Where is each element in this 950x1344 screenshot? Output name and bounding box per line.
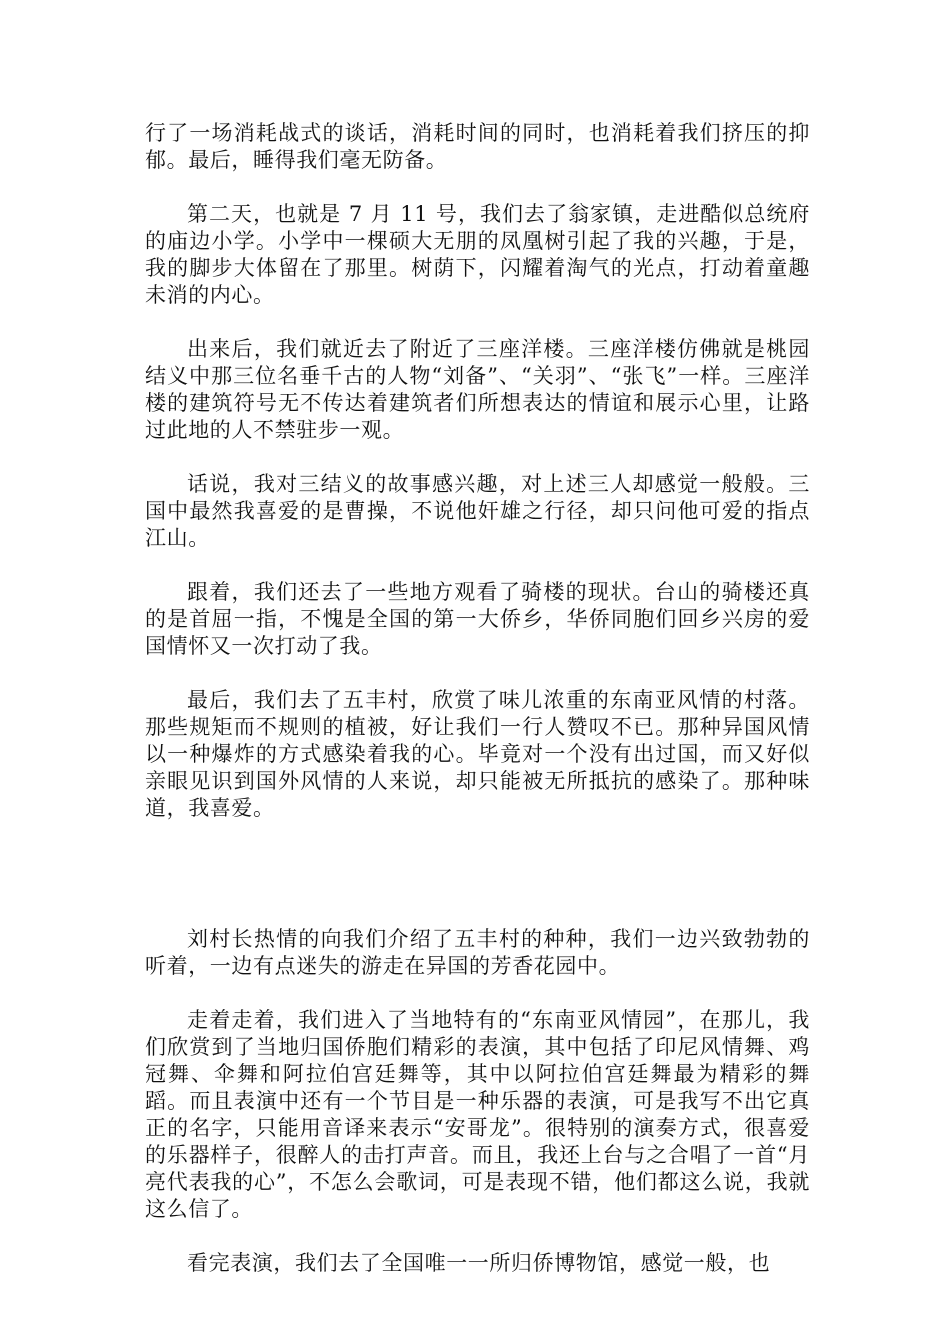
paragraph-9: 看完表演，我们去了全国唯一一所归侨博物馆，感觉一般，也 [187, 1251, 771, 1275]
paragraph-1: 行了一场消耗战式的谈话，消耗时间的同时，也消耗着我们挤压的抑郁。最后，睡得我们毫无防备。 [145, 121, 810, 172]
document-page [145, 120, 810, 1277]
paragraph-gap [145, 309, 810, 336]
paragraph-3: 出来后，我们就近去了附近了三座洋楼。三座洋楼仿佛就是桃园结义中那三位名垂千古的人物“刘备”、“关羽”、“张飞”一样。三座洋楼的建筑符号无不传达着建筑者们所想表达的情谊和展示心里，让路过此地的人不禁驻步一观。 [145, 337, 810, 442]
paragraph-gap [145, 444, 810, 471]
paragraph-gap [145, 1223, 810, 1250]
paragraph-6: 最后，我们去了五丰村，欣赏了味儿浓重的东南亚风情的村落。那些规矩而不规则的植被，好让我们一行人赞叹不已。那种异国风情以一种爆炸的方式感染着我的心。毕竟对一个没有出过国，而又好似亲眼见识到国外风情的人来说，却只能被无所抵抗的感染了。那种味道，我喜爱。 [145, 688, 810, 820]
paragraph-gap [145, 980, 810, 1007]
paragraph-gap [145, 660, 810, 687]
section-break [145, 822, 810, 926]
paragraph-8: 走着走着，我们进入了当地特有的“东南亚风情园”，在那儿，我们欣赏到了当地归国侨胞们精彩的表演，其中包括了印尼风情舞、鸡冠舞、伞舞和阿拉伯宫廷舞等，其中以阿拉伯宫廷舞最为精彩的舞蹈。而且表演中还有一个节目是一种乐器的表演，可是我写不出它真正的名字，只能用音译来表示“安哥龙”。很特别的演奏方式，很喜爱的乐器样子，很醉人的击打声音。而且，我还上台与之合唱了一首“月亮代表我的心”，不怎么会歌词，可是表现不错，他们都这么说，我就这么信了。 [145, 1008, 810, 1221]
paragraph-4: 话说，我对三结义的故事感兴趣，对上述三人却感觉一般般。三国中最然我喜爱的是曹操，不说他奸雄之行径，却只问他可爱的指点江山。 [145, 472, 810, 550]
paragraph-gap [145, 552, 810, 579]
paragraph-2: 第二天，也就是 7 月 11 号，我们去了翁家镇，走进酷似总统府的庙边小学。小学中一棵硕大无朋的凤凰树引起了我的兴趣，于是，我的脚步大体留在了那里。树荫下，闪耀着淘气的光点，打动着童趣未消的内心。 [145, 202, 810, 307]
paragraph-gap [145, 174, 810, 201]
paragraph-7: 刘村长热情的向我们介绍了五丰村的种种，我们一边兴致勃勃的听着，一边有点迷失的游走在异国的芳香花园中。 [145, 927, 810, 978]
paragraph-5: 跟着，我们还去了一些地方观看了骑楼的现状。台山的骑楼还真的是首屈一指，不愧是全国的第一大侨乡，华侨同胞们回乡兴房的爱国情怀又一次打动了我。 [145, 580, 810, 658]
